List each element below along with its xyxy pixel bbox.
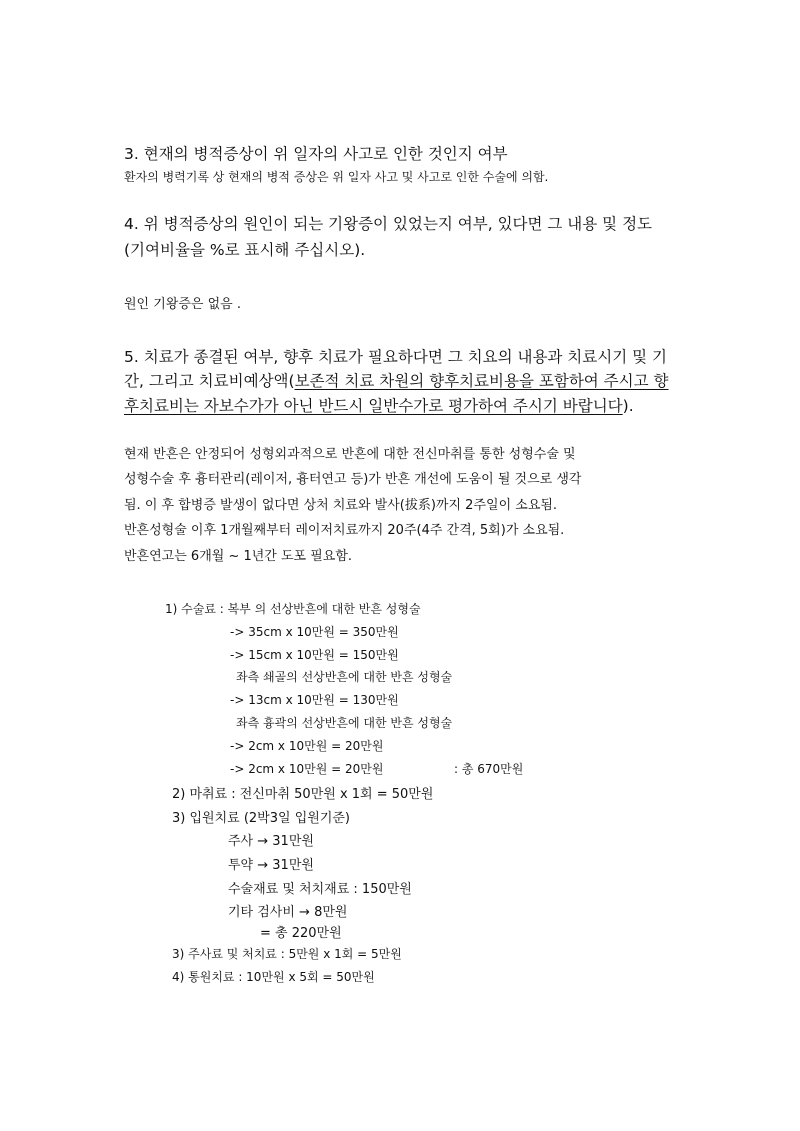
paragraph-line: 현재 반흔은 안정되어 성형외과적으로 반흔에 대한 전신마취를 통한 성형수술 및: [124, 447, 576, 462]
cost-detail-line: 수술재료 및 처치재료 : 150만원: [228, 882, 412, 897]
paragraph-line: 성형수술 후 흉터관리(레이저, 흉터연고 등)가 반흔 개선에 도움이 될 것으로 생각: [124, 472, 582, 487]
cost-item-surgery: 1) 수술료 : 복부 의 선상반흔에 대한 반흔 성형술: [165, 602, 421, 616]
cost-item-injection: 3) 주사료 및 처치료 : 5만원 x 1회 = 5만원: [172, 947, 402, 961]
question-5-heading-line1: 5. 치료가 종결된 여부, 향후 치료가 필요하다면 그 치요의 내용과 치료시기 및 기: [124, 348, 668, 366]
question-5-heading-underlined-2: 후치료비는 자보수가가 아닌 반드시 일반수가로 평가하여 주시기 바랍니다: [124, 397, 623, 415]
question-4-heading-line2: (기여비율을 %로 표시해 주십시오).: [124, 241, 366, 259]
paragraph-line: 반흔연고는 6개월 ~ 1년간 도포 필요함.: [124, 549, 353, 564]
cost-detail-line: 주사 → 31만원: [228, 834, 314, 849]
cost-detail-line: 좌측 흉곽의 선상반흔에 대한 반흔 성형술: [236, 716, 453, 730]
cost-detail-line: -> 15cm x 10만원 = 150만원: [230, 648, 399, 662]
cost-item-outpatient: 4) 통원치료 : 10만원 x 5회 = 50만원: [172, 970, 375, 984]
question-3-heading: 3. 현재의 병적증상이 위 일자의 사고로 인한 것인지 여부: [124, 145, 508, 163]
question-5-heading-line2: [124, 369, 669, 391]
paragraph-line: 반흔성형술 이후 1개월째부터 레이저치료까지 20주(4주 간격, 5회)가 소요됨.: [124, 523, 565, 538]
question-5-heading-line3: [124, 394, 634, 416]
question-5-heading-plain: 간, 그리고 치료비예상액(: [124, 372, 295, 390]
question-3-answer: 환자의 병력기록 상 현재의 병적 증상은 위 일자 사고 및 사고로 인한 수술에 의함.: [124, 170, 549, 184]
hospitalization-total: = 총 220만원: [260, 926, 342, 941]
cost-item-hospitalization: 3) 입원치료 (2박3일 입원기준): [172, 811, 351, 826]
question-5-heading-tail: ).: [622, 397, 634, 415]
cost-detail-line: -> 2cm x 10만원 = 20만원: [230, 739, 384, 753]
cost-item-anesthesia: 2) 마취료 : 전신마취 50만원 x 1회 = 50만원: [172, 787, 434, 802]
question-4-heading-line1: 4. 위 병적증상의 원인이 되는 기왕증이 있었는지 여부, 있다면 그 내용 및 정도: [124, 215, 653, 233]
cost-detail-line: -> 2cm x 10만원 = 20만원: [230, 762, 384, 776]
cost-detail-line: -> 13cm x 10만원 = 130만원: [230, 693, 399, 707]
cost-detail-line: 좌측 쇄골의 선상반흔에 대한 반흔 성형술: [236, 670, 453, 684]
question-4-answer: 원인 기왕증은 없음 .: [124, 297, 241, 312]
cost-detail-line: 기타 검사비 → 8만원: [228, 905, 348, 920]
cost-detail-line: -> 35cm x 10만원 = 350만원: [230, 625, 399, 639]
surgery-total: : 총 670만원: [454, 762, 524, 776]
question-5-heading-underlined: 보존적 치료 차원의 향후치료비용을 포함하여 주시고 향: [294, 372, 669, 390]
paragraph-line: 됨. 이 후 합병증 발생이 없다면 상처 치료와 발사(拔系)까지 2주일이 소요됨.: [124, 498, 558, 513]
cost-detail-line: 투약 → 31만원: [228, 858, 314, 873]
